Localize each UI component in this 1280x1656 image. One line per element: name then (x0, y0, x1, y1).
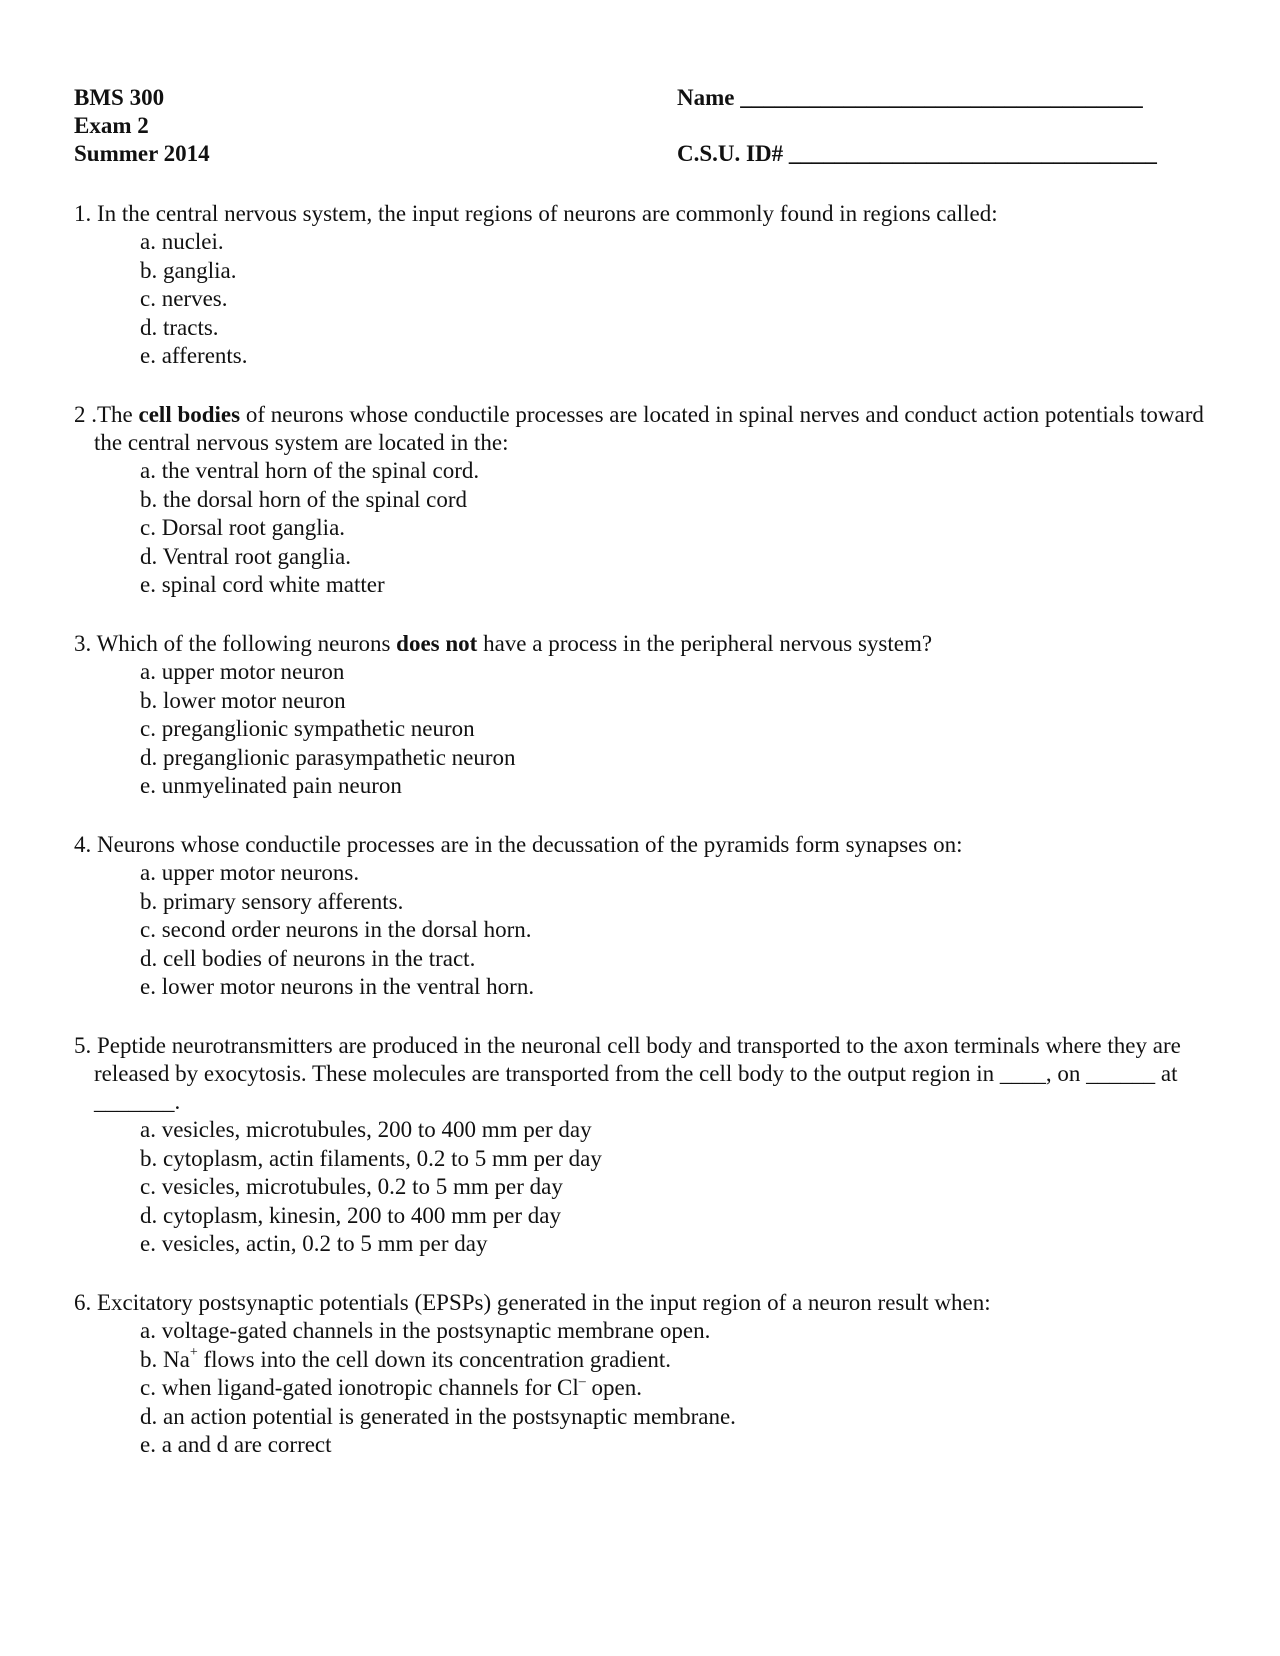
choice-d: d. tracts. (140, 314, 219, 340)
charge-superscript: + (189, 1344, 198, 1360)
choice-c: c. second order neurons in the dorsal horn. (140, 917, 532, 943)
question-stem: 4. Neurons whose conductile processes are in the decussation of the pyramids form synapses on: (74, 832, 963, 857)
choice-a: a. nuclei. (140, 229, 224, 254)
choice-list (74, 1317, 1204, 1460)
stem-part: 2 .The (74, 402, 139, 427)
stem-emphasis: cell bodies (138, 402, 241, 427)
question-2 (74, 401, 1204, 600)
id-blank[interactable]: ________________________________ (788, 141, 1157, 166)
question-stem: 5. Peptide neurotransmitters are produced in the neuronal cell body and transported to the axon terminals where they are released by exocytosis. These molecules are transported from the cell body to the output region in ____, on ______ at _______. (74, 1033, 1181, 1114)
choice-list (74, 228, 1204, 371)
exam-term: Summer 2014 (74, 141, 210, 166)
question-stem: 1. In the central nervous system, the input regions of neurons are commonly found in regions called: (74, 201, 998, 226)
choice-b: b. primary sensory afferents. (140, 888, 404, 914)
choice-e: e. a and d are correct (140, 1432, 332, 1458)
choice-c (140, 1374, 1204, 1403)
question-stem: 6. Excitatory postsynaptic potentials (EPSPs) generated in the input region of a neuron result when: (74, 1290, 991, 1315)
choice-a: a. voltage-gated channels in the postsynaptic membrane open. (140, 1318, 711, 1343)
question-5 (74, 1032, 1204, 1259)
choice-list (74, 658, 1204, 801)
choice-text: c. when ligand-gated ionotropic channels for Cl (140, 1375, 579, 1401)
question-6 (74, 1289, 1204, 1460)
choice-list (74, 859, 1204, 1002)
id-line[interactable] (677, 140, 1157, 168)
choice-c: c. preganglionic sympathetic neuron (140, 716, 475, 742)
question-3 (74, 630, 1204, 801)
choice-a: a. the ventral horn of the spinal cord. (140, 458, 480, 483)
choice-b: b. lower motor neuron (140, 687, 346, 713)
exam-number: Exam 2 (74, 113, 149, 138)
course-code: BMS 300 (74, 85, 165, 110)
choice-e: e. lower motor neurons in the ventral horn. (140, 974, 535, 1000)
choice-list (74, 1116, 1204, 1259)
choice-d: d. cell bodies of neurons in the tract. (140, 945, 476, 971)
name-label: Name (677, 85, 735, 110)
name-blank[interactable]: ___________________________________ (740, 85, 1143, 110)
choice-b: b. the dorsal horn of the spinal cord (140, 486, 468, 512)
choice-b (140, 1346, 1204, 1375)
choice-list (74, 457, 1204, 600)
id-label: C.S.U. ID# (677, 141, 784, 166)
course-header (74, 84, 210, 168)
choice-d: d. preganglionic parasympathetic neuron (140, 744, 516, 770)
choice-a: a. upper motor neuron (140, 659, 345, 684)
charge-superscript: – (578, 1373, 586, 1389)
stem-emphasis: does not (396, 631, 478, 656)
choice-c: c. vesicles, microtubules, 0.2 to 5 mm per day (140, 1174, 563, 1200)
question-stem (74, 630, 1204, 658)
name-line[interactable] (677, 84, 1143, 112)
question-1 (74, 200, 1204, 371)
choice-text: b. Na (140, 1346, 190, 1372)
stem-part: of neurons whose conductile processes are located in spinal nerves and conduct action potentials toward the central nervous system are located in the: (94, 402, 1204, 455)
choice-d: d. Ventral root ganglia. (140, 543, 351, 569)
choice-c: c. nerves. (140, 286, 228, 312)
choice-e: e. unmyelinated pain neuron (140, 773, 402, 799)
stem-part: 3. Which of the following neurons (74, 631, 397, 656)
choice-b: b. ganglia. (140, 257, 237, 283)
choice-b: b. cytoplasm, actin filaments, 0.2 to 5 mm per day (140, 1145, 602, 1171)
choice-d: d. an action potential is generated in the postsynaptic membrane. (140, 1403, 736, 1429)
choice-d: d. cytoplasm, kinesin, 200 to 400 mm per day (140, 1202, 561, 1228)
choice-e: e. vesicles, actin, 0.2 to 5 mm per day (140, 1231, 488, 1257)
choice-c: c. Dorsal root ganglia. (140, 515, 346, 541)
question-4 (74, 831, 1204, 1002)
stem-part: have a process in the peripheral nervous system? (477, 631, 933, 656)
choice-text: open. (585, 1375, 643, 1401)
choice-a: a. vesicles, microtubules, 200 to 400 mm per day (140, 1117, 592, 1142)
question-stem (74, 401, 1204, 457)
choice-text: flows into the cell down its concentration gradient. (197, 1346, 672, 1372)
choice-e: e. afferents. (140, 343, 248, 369)
choice-e: e. spinal cord white matter (140, 572, 385, 598)
choice-a: a. upper motor neurons. (140, 860, 360, 885)
